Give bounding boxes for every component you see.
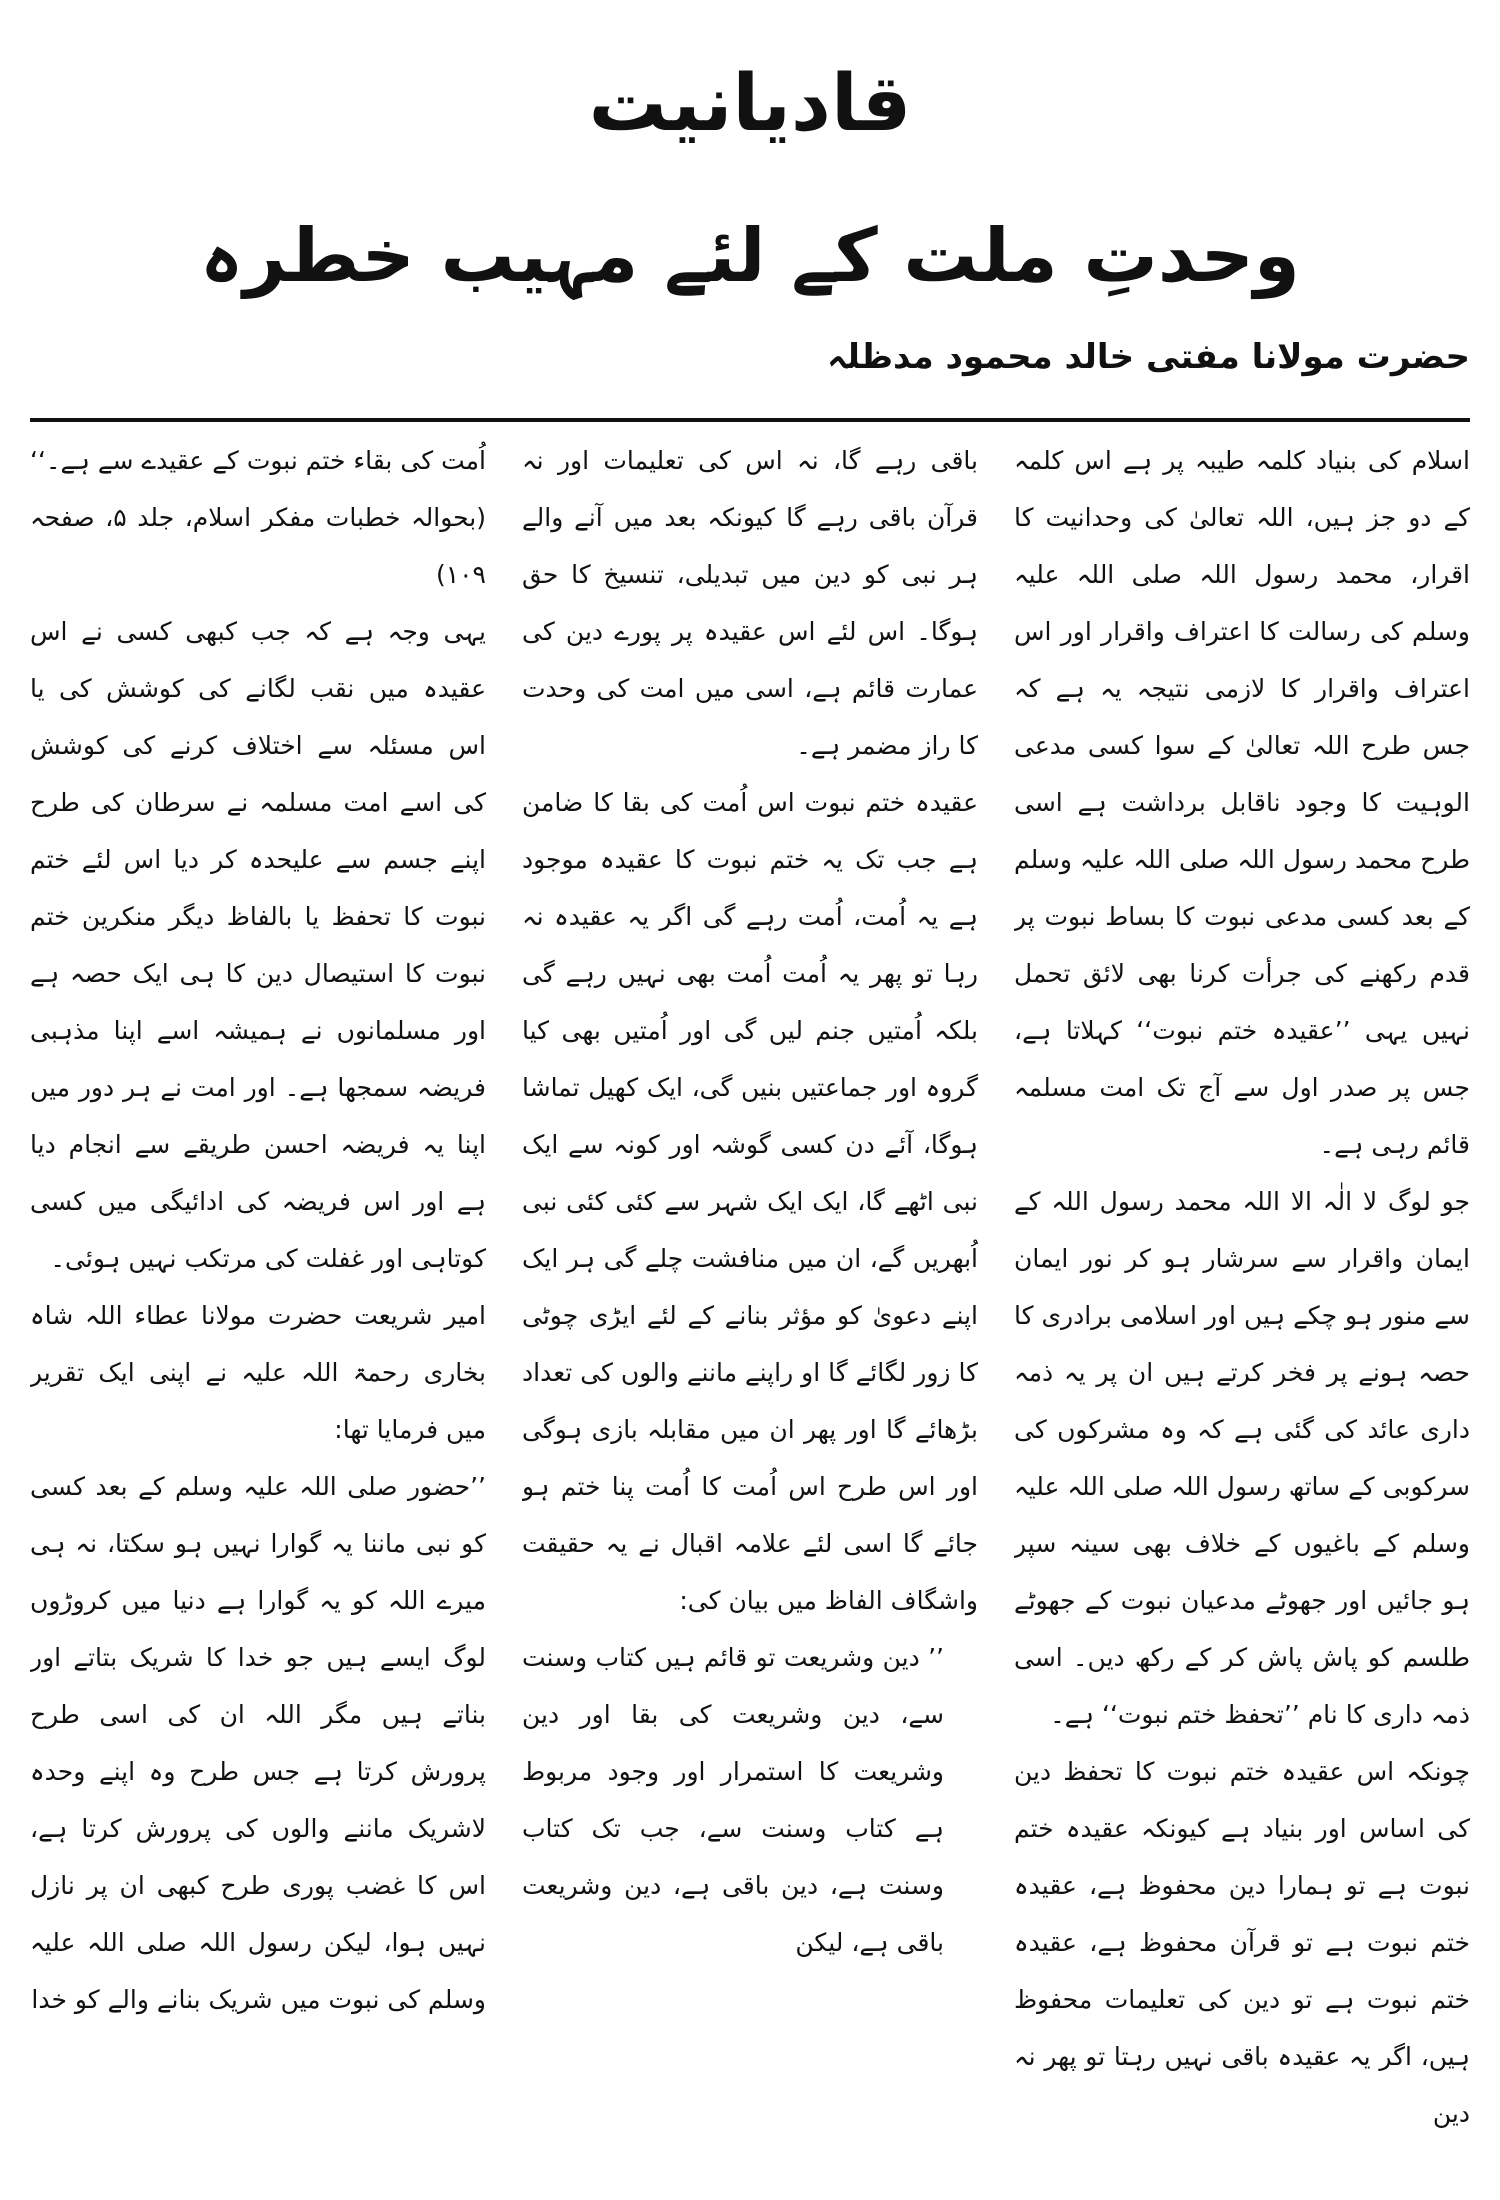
- paragraph: جو لوگ لا الٰہ الا اللہ محمد رسول اللہ کے ایمان واقرار سے سرشار ہو کر نور ایمان سے منور ہو چکے ہیں اور اسلامی برادری کا حصہ ہونے پر فخر کرتے ہیں ان پر یہ ذمہ داری عائد کی گئی ہے کہ وہ مشرکوں کی سرکوبی کے ساتھ رسول اللہ صلی اللہ علیہ وسلم کے باغیوں کے خلاف بھی سینہ سپر ہو جائیں اور جھوٹے مدعیان نبوت کے جھوٹے طلسم کو پاش پاش کر کے رکھ دیں۔ اسی ذمہ داری کا نام ’’تحفظ ختم نبوت‘‘ ہے۔: [1014, 1187, 1470, 1729]
- quote-paragraph: ’’حضور صلی اللہ علیہ وسلم کے بعد کسی کو نبی ماننا یہ گوارا نہیں ہو سکتا، نہ ہی میرے اللہ کو یہ گوارا ہے دنیا میں کروڑوں لوگ ایسے ہیں جو خدا کا شریک بتاتے اور بناتے ہیں مگر اللہ ان کی اسی طرح پرورش کرتا ہے جس طرح وہ اپنے وحدہ لاشریک ماننے والوں کی پرورش کرتا ہے، اس کا غضب پوری طرح کبھی ان پر نازل نہیں ہوا، لیکن رسول اللہ صلی اللہ علیہ وسلم کی نبوت میں شریک بنانے والے کو خدا: [30, 1472, 486, 2014]
- author-byline: حضرت مولانا مفتی خالد محمود مدظلہ: [827, 337, 1470, 377]
- article-columns: [30, 432, 1470, 2182]
- paragraph: باقی رہے گا، نہ اس کی تعلیمات اور نہ قرآن باقی رہے گا کیونکہ بعد میں آنے والے ہر نبی کو دین میں تبدیلی، تنسیخ کا حق ہوگا۔ اس لئے اس عقیدہ پر پورے دین کی عمارت قائم ہے، اسی میں امت کی وحدت کا راز مضمر ہے۔: [522, 446, 978, 760]
- column-middle: [522, 432, 978, 2182]
- column-left: [30, 432, 486, 2182]
- paragraph: امیر شریعت حضرت مولانا عطاء اللہ شاہ بخاری رحمۃ اللہ علیہ نے اپنی ایک تقریر میں فرمایا تھا:: [30, 1301, 486, 1444]
- paragraph: یہی وجہ ہے کہ جب کبھی کسی نے اس عقیدہ میں نقب لگانے کی کوشش کی یا اس مسئلہ سے اختلاف کرنے کی کوشش کی اسے امت مسلمہ نے سرطان کی طرح اپنے جسم سے علیحدہ کر دیا اس لئے ختم نبوت کا تحفظ یا بالفاظ دیگر منکرین ختم نبوت کا استیصال دین کا ہی ایک حصہ ہے اور مسلمانوں نے ہمیشہ اسے اپنا مذہبی فریضہ سمجھا ہے۔ اور امت نے ہر دور میں اپنا یہ فریضہ احسن طریقے سے انجام دیا ہے اور اس فریضہ کی ادائیگی میں کسی کوتاہی اور غفلت کی مرتکب نہیں ہوئی۔: [30, 617, 486, 1273]
- header-divider: [30, 418, 1470, 422]
- quote-paragraph: ’’ دین وشریعت تو قائم ہیں کتاب وسنت سے، دین وشریعت کی بقا اور دین وشریعت کا استمرار اور وجود مربوط ہے کتاب وسنت سے، جب تک کتاب وسنت ہے، دین باقی ہے، دین وشریعت باقی ہے، لیکن: [522, 1643, 944, 1957]
- column-right: [1014, 432, 1470, 2182]
- paragraph: عقیدہ ختم نبوت اس اُمت کی بقا کا ضامن ہے جب تک یہ ختم نبوت کا عقیدہ موجود ہے یہ اُمت، اُمت رہے گی اگر یہ عقیدہ نہ رہا تو پھر یہ اُمت اُمت بھی نہیں رہے گی بلکہ اُمتیں جنم لیں گی اور اُمتیں بھی کیا گروہ اور جماعتیں بنیں گی، ایک کھیل تماشا ہوگا، آئے دن کسی گوشہ اور کونہ سے ایک نبی اٹھے گا، ایک ایک شہر سے کئی کئی نبی اُبھریں گے، ان میں منافشت چلے گی ہر ایک اپنے دعویٰ کو مؤثر بنانے کے لئے ایڑی چوٹی کا زور لگائے گا او راپنے ماننے والوں کی تعداد بڑھائے گا اور پھر ان میں مقابلہ بازی ہوگی اور اس طرح اس اُمت کا اُمت پنا ختم ہو جائے گا اسی لئے علامہ اقبال نے یہ حقیقت واشگاف الفاظ میں بیان کی:: [522, 788, 978, 1615]
- article-subtitle: وحدتِ ملت کے لئے مہیب خطرہ: [200, 213, 1300, 299]
- paragraph: چونکہ اس عقیدہ ختم نبوت کا تحفظ دین کی اساس اور بنیاد ہے کیونکہ عقیدہ ختم نبوت ہے تو ہمارا دین محفوظ ہے، عقیدہ ختم نبوت ہے تو قرآن محفوظ ہے، عقیدہ ختم نبوت ہے تو دین کی تعلیمات محفوظ ہیں، اگر یہ عقیدہ باقی نہیں رہتا تو پھر نہ دین: [1014, 1757, 1470, 2128]
- paragraph: اسلام کی بنیاد کلمہ طیبہ پر ہے اس کلمہ کے دو جز ہیں، اللہ تعالیٰ کی وحدانیت کا اقرار، محمد رسول اللہ صلی اللہ علیہ وسلم کی رسالت کا اعتراف واقرار اور اس اعتراف واقرار کا لازمی نتیجہ یہ ہے کہ جس طرح اللہ تعالیٰ کے سوا کسی مدعی الوہیت کا وجود ناقابل برداشت ہے اسی طرح محمد رسول اللہ صلی اللہ علیہ وسلم کے بعد کسی مدعی نبوت کا بساط نبوت پر قدم رکھنے کی جرأت کرنا بھی لائق تحمل نہیں یہی ’’عقیدہ ختم نبوت‘‘ کہلاتا ہے، جس پر صدر اول سے آج تک امت مسلمہ قائم رہی ہے۔: [1014, 446, 1470, 1159]
- article-title: قادیانیت: [588, 59, 912, 149]
- paragraph: اُمت کی بقاء ختم نبوت کے عقیدے سے ہے۔‘‘ (بحوالہ خطبات مفکر اسلام، جلد ۵، صفحہ ۱۰۹): [30, 446, 486, 589]
